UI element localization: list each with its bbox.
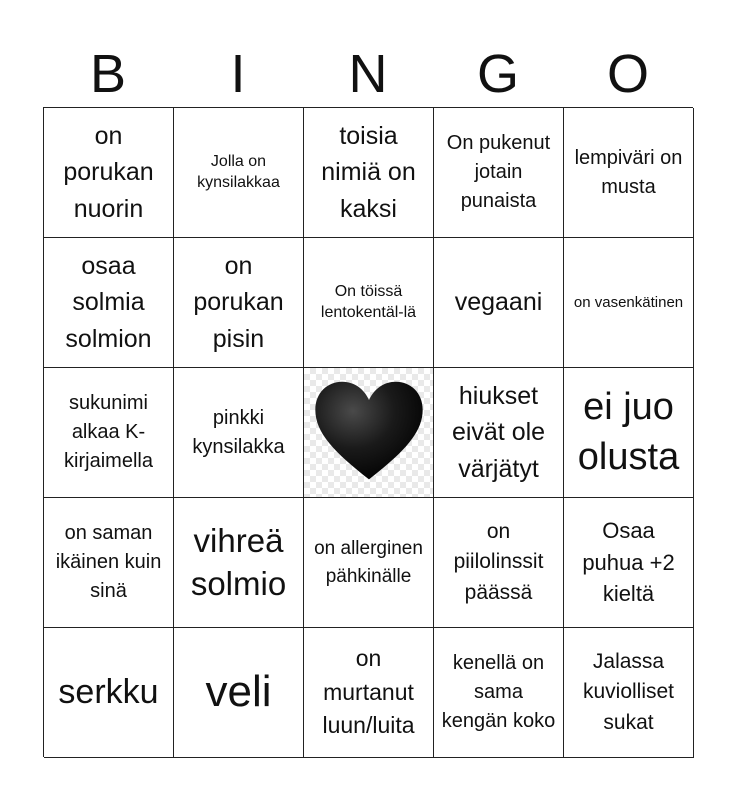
bingo-cell[interactable] — [564, 628, 694, 758]
cell-text: On töissä lentokentäl-lä — [320, 282, 417, 321]
bingo-cell[interactable] — [174, 238, 304, 368]
free-space-cell[interactable] — [304, 368, 434, 498]
bingo-cell[interactable] — [44, 628, 174, 758]
cell-text: hiukset eivät ole värjätyt — [451, 382, 546, 483]
header-letter-o: O — [606, 44, 649, 104]
cell-text: on porukan nuorin — [63, 122, 154, 223]
bingo-cell[interactable] — [174, 628, 304, 758]
bingo-cell[interactable] — [564, 108, 694, 238]
header-letter-i: I — [230, 44, 246, 104]
bingo-board — [43, 107, 693, 757]
bingo-cell[interactable] — [434, 238, 564, 368]
bingo-cell[interactable] — [44, 238, 174, 368]
bingo-cell[interactable] — [44, 108, 174, 238]
bingo-cell[interactable] — [174, 498, 304, 628]
cell-text: on piilolinssit päässä — [453, 519, 544, 604]
bingo-cell[interactable] — [174, 368, 304, 498]
cell-text: on allerginen pähkinälle — [314, 537, 423, 587]
bingo-header — [43, 40, 693, 108]
bingo-cell[interactable] — [304, 628, 434, 758]
cell-text: on porukan pisin — [193, 252, 284, 353]
cell-text: on murtanut luun/luita — [322, 645, 415, 739]
cell-text: on vasenkätinen — [573, 293, 684, 311]
cell-text: Jolla on kynsilakkaa — [197, 152, 280, 191]
cell-text: pinkki kynsilakka — [192, 406, 285, 458]
cell-text: vihreä solmio — [190, 521, 287, 602]
cell-text: sukunimi alkaa K-kirjaimella — [64, 392, 153, 472]
cell-text: veli — [205, 667, 272, 717]
cell-text: vegaani — [454, 288, 543, 317]
cell-text: On pukenut jotain punaista — [446, 132, 551, 212]
cell-text: serkku — [58, 673, 159, 712]
bingo-cell[interactable] — [434, 498, 564, 628]
bingo-cell[interactable] — [174, 108, 304, 238]
header-letter-n: N — [348, 44, 388, 104]
cell-text: kenellä on sama kengän koko — [441, 652, 556, 732]
cell-text: lempiväri on musta — [574, 146, 683, 198]
bingo-cell[interactable] — [434, 368, 564, 498]
cell-text: Jalassa kuviolliset sukat — [582, 649, 675, 734]
cell-text: toisia nimiä on kaksi — [321, 122, 416, 223]
bingo-cell[interactable] — [564, 238, 694, 368]
bingo-cell[interactable] — [304, 108, 434, 238]
cell-text: on saman ikäinen kuin sinä — [55, 522, 162, 602]
bingo-cell[interactable] — [44, 368, 174, 498]
bingo-cell[interactable] — [434, 628, 564, 758]
bingo-cell[interactable] — [434, 108, 564, 238]
header-letter-b: B — [89, 44, 127, 104]
header-letter-g: G — [476, 44, 519, 104]
bingo-cell[interactable] — [564, 498, 694, 628]
cell-text: ei juo olusta — [577, 386, 680, 478]
bingo-cell[interactable] — [44, 498, 174, 628]
black-heart-icon — [308, 372, 430, 494]
bingo-cell[interactable] — [304, 498, 434, 628]
bingo-cell[interactable] — [564, 368, 694, 498]
cell-text: osaa solmia solmion — [65, 252, 152, 353]
bingo-cell[interactable] — [304, 238, 434, 368]
cell-text: Osaa puhua +2 kieltä — [582, 517, 675, 607]
